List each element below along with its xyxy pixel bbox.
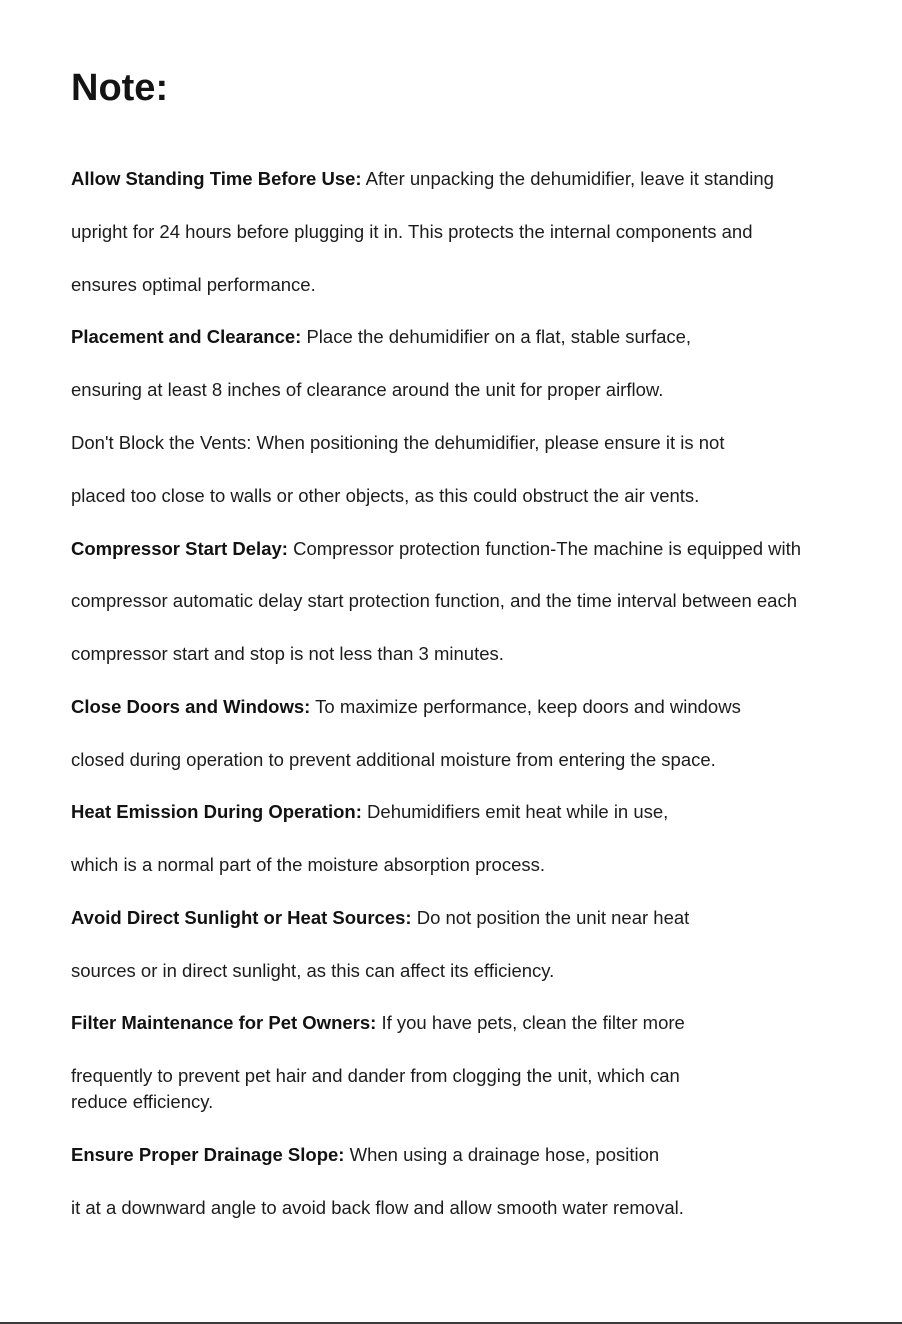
note-line: [71, 167, 774, 191]
note-line: [71, 1143, 659, 1167]
note-text: After unpacking the dehumidifier, leave it standing: [361, 168, 774, 189]
note-text: compressor start and stop is not less than 3 minutes.: [71, 643, 504, 664]
note-line: [71, 642, 504, 666]
note-heading: Avoid Direct Sunlight or Heat Sources:: [71, 907, 412, 928]
note-line: [71, 325, 691, 349]
note-text: Don't Block the Vents: When positioning the dehumidifier, please ensure it is not: [71, 432, 725, 453]
note-line: [71, 748, 716, 772]
note-heading: Close Doors and Windows:: [71, 696, 311, 717]
note-line: [71, 484, 699, 508]
note-text: When using a drainage hose, position: [344, 1144, 660, 1165]
note-line: [71, 959, 554, 983]
note-line: [71, 1090, 213, 1114]
note-text: it at a downward angle to avoid back flow and allow smooth water removal.: [71, 1197, 684, 1218]
page-title: Note:: [71, 67, 169, 109]
note-text: reduce efficiency.: [71, 1091, 214, 1112]
note-line: [71, 1196, 684, 1220]
note-line: [71, 800, 668, 824]
note-line: [71, 695, 741, 719]
note-text: If you have pets, clean the filter more: [376, 1012, 685, 1033]
note-text: placed too close to walls or other objects, as this could obstruct the air vents.: [71, 485, 700, 506]
note-heading: Filter Maintenance for Pet Owners:: [71, 1012, 377, 1033]
note-text: frequently to prevent pet hair and dander from clogging the unit, which can: [71, 1065, 680, 1086]
note-line: [71, 431, 724, 455]
note-line: [71, 1011, 685, 1035]
note-line: [71, 273, 316, 297]
note-text: Compressor protection function-The machine is equipped with: [287, 538, 802, 559]
note-text: which is a normal part of the moisture absorption process.: [71, 854, 546, 875]
note-text: Place the dehumidifier on a flat, stable surface,: [301, 326, 692, 347]
note-heading: Ensure Proper Drainage Slope:: [71, 1144, 345, 1165]
note-text: sources or in direct sunlight, as this can affect its efficiency.: [71, 960, 555, 981]
note-text: upright for 24 hours before plugging it in. This protects the internal components and: [71, 221, 753, 242]
note-heading: Compressor Start Delay:: [71, 538, 288, 559]
note-line: [71, 378, 663, 402]
note-text: compressor automatic delay start protection function, and the time interval between each: [71, 590, 797, 611]
note-text: ensures optimal performance.: [71, 274, 316, 295]
note-heading: Heat Emission During Operation:: [71, 801, 362, 822]
note-heading: Placement and Clearance:: [71, 326, 302, 347]
note-text: Do not position the unit near heat: [411, 907, 690, 928]
note-line: [71, 589, 797, 613]
note-text: Dehumidifiers emit heat while in use,: [361, 801, 669, 822]
note-heading: Allow Standing Time Before Use:: [71, 168, 362, 189]
note-text: closed during operation to prevent additional moisture from entering the space.: [71, 749, 716, 770]
note-line: [71, 1064, 680, 1088]
note-line: [71, 537, 801, 561]
note-text: To maximize performance, keep doors and windows: [310, 696, 741, 717]
note-text: ensuring at least 8 inches of clearance around the unit for proper airflow.: [71, 379, 664, 400]
note-line: [71, 906, 689, 930]
note-line: [71, 853, 545, 877]
note-line: [71, 220, 753, 244]
